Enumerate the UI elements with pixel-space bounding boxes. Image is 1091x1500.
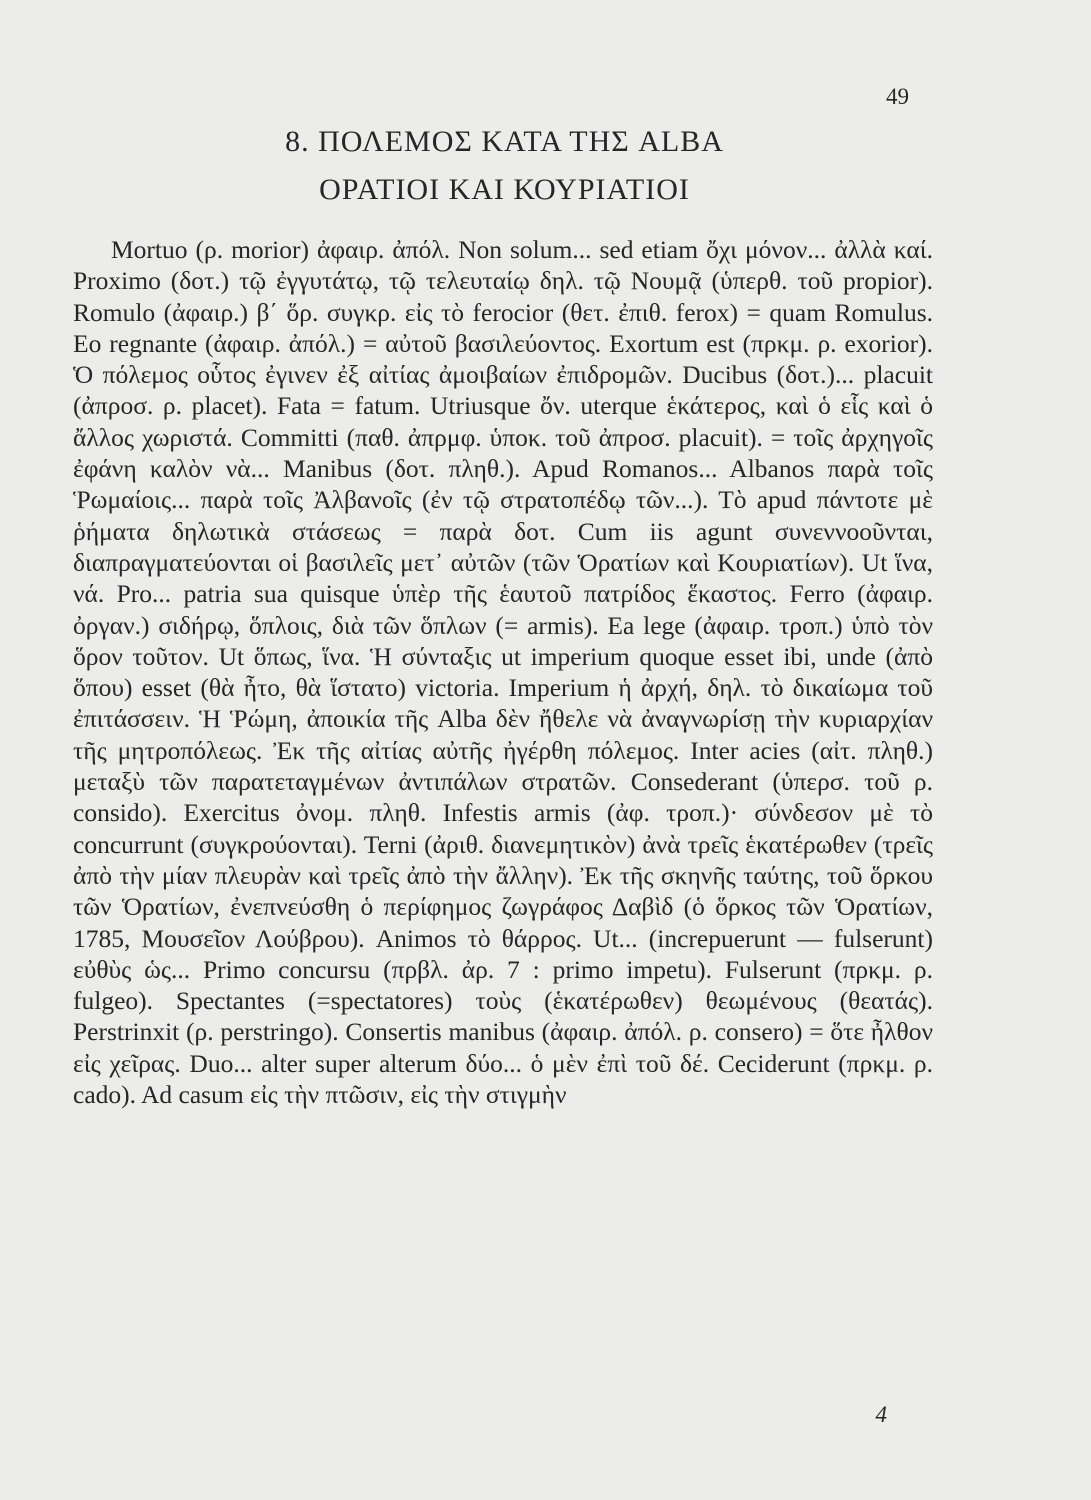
signature-mark: 4 (875, 1402, 887, 1427)
chapter-heading (0, 118, 1091, 214)
commentary-text (73, 234, 933, 1110)
chapter-title: 8. ΠΟΛΕΜΟΣ ΚΑΤΑ ΤΗΣ ALBA (285, 125, 724, 158)
page-number: 49 (886, 84, 909, 109)
commentary-paragraph: Mortuo (ρ. morior) ἀφαιρ. ἀπόλ. Non solum... sed etiam ὄχι μόνον... ἀλλὰ καί. Proximo (δοτ.) τῷ ἐγγυτάτῳ, τῷ τελευταίῳ δηλ. τῷ Νουμᾷ (ὑπερθ. τοῦ propior). Romulo (ἀφαιρ.) β΄ ὅρ. συγκρ. εἰς τὸ ferocior (θετ. ἐπιθ. ferox) = quam Romulus. Eo regnante (ἀφαιρ. ἀπόλ.) = αὐτοῦ βασιλεύοντος. Exortum est (πρκμ. ρ. exorior). Ὁ πόλεμος οὗτος ἐγινεν ἐξ αἰτίας ἀμοιβαίων ἐπιδρομῶν. Ducibus (δοτ.)... placuit (ἀπροσ. ρ. placet). Fata = fatum. Utriusque ὄν. uterque ἑκάτερος, καὶ ὁ εἷς καὶ ὁ ἄλλος χωριστά. Committi (παθ. ἀπρμφ. ὑποκ. τοῦ ἀπροσ. placuit). = τοῖς ἀρχηγοῖς ἐφάνη καλὸν νὰ... Manibus (δοτ. πληθ.). Apud Romanos... Albanos παρὰ τοῖς Ῥωμαίοις... παρὰ τοῖς Ἀλβανοῖς (ἐν τῷ στρατοπέδῳ τῶν...). Τὸ apud πάντοτε μὲ ῥήματα δηλωτικὰ στάσεως = παρὰ δοτ. Cum iis agunt συνεννοοῦνται, διαπραγματεύονται οἱ βασιλεῖς μετ᾽ αὐτῶν (τῶν Ὁρατίων καὶ Κουριατίων). Ut ἵνα, νά. Pro... patria sua quisque ὑπὲρ τῆς ἑαυτοῦ πατρίδος ἕκαστος. Ferro (ἀφαιρ. ὀργαν.) σιδήρῳ, ὅπλοις, διὰ τῶν ὅπλων (= armis). Ea lege (ἀφαιρ. τροπ.) ὑπὸ τὸν ὅρον τοῦτον. Ut ὅπως, ἵνα. Ἡ σύνταξις ut imperium quoque esset ibi, unde (ἀπὸ ὅπου) esset (θὰ ἦτο, θὰ ἵστατο) victoria. Imperium ἡ ἀρχή, δηλ. τὸ δικαίωμα τοῦ ἐπιτάσσειν. Ἡ Ῥώμη, ἀποικία τῆς Alba δὲν ἤθελε νὰ ἀναγνωρίσῃ τὴν κυριαρχίαν τῆς μητροπόλεως. Ἐκ τῆς αἰτίας αὐτῆς ἠγέρθη πόλεμος. Inter acies (αἰτ. πληθ.) μεταξὺ τῶν παρατεταγμένων ἀντιπάλων στρατῶν. Consederant (ὑπερσ. τοῦ ρ. consido). Exercitus ὀνομ. πληθ. Infestis armis (ἀφ. τροπ.)· σύνδεσον μὲ τὸ concurrunt (συγκρούονται). Terni (ἀριθ. διανεμητικὸν) ἀνὰ τρεῖς ἑκατέρωθεν (τρεῖς ἀπὸ τὴν μίαν πλευρὰν καὶ τρεῖς ἀπὸ τὴν ἄλλην). Ἐκ τῆς σκηνῆς ταύτης, τοῦ ὅρκου τῶν Ὁρατίων, ἐνεπνεύσθη ὁ περίφημος ζωγράφος Δαβὶδ (ὁ ὅρκος τῶν Ὁρατίων, 1785, Μουσεῖον Λούβρου). Animos τὸ θάρρος. Ut... (increpuerunt — fulserunt) εὐθὺς ὡς... Primo concursu (πρβλ. ἀρ. 7 : primo impetu). Fulserunt (πρκμ. ρ. fulgeo). Spectantes (=spectatores) τοὺς (ἑκατέρωθεν) θεωμένους (θεατάς). Perstrinxit (ρ. perstringo). Consertis manibus (ἀφαιρ. ἀπόλ. ρ. consero) = ὅτε ἦλθον εἰς χεῖρας. Duo... alter super alterum δύο... ὁ μὲν ἐπὶ τοῦ δέ. Ceciderunt (πρκμ. ρ. cado). Ad casum εἰς τὴν πτῶσιν, εἰς τὴν στιγμὴν (73, 235, 933, 1110)
chapter-subtitle: ΟΡΑΤΙΟΙ ΚΑΙ ΚΟΥΡΙΑΤΙΟΙ (319, 173, 690, 206)
